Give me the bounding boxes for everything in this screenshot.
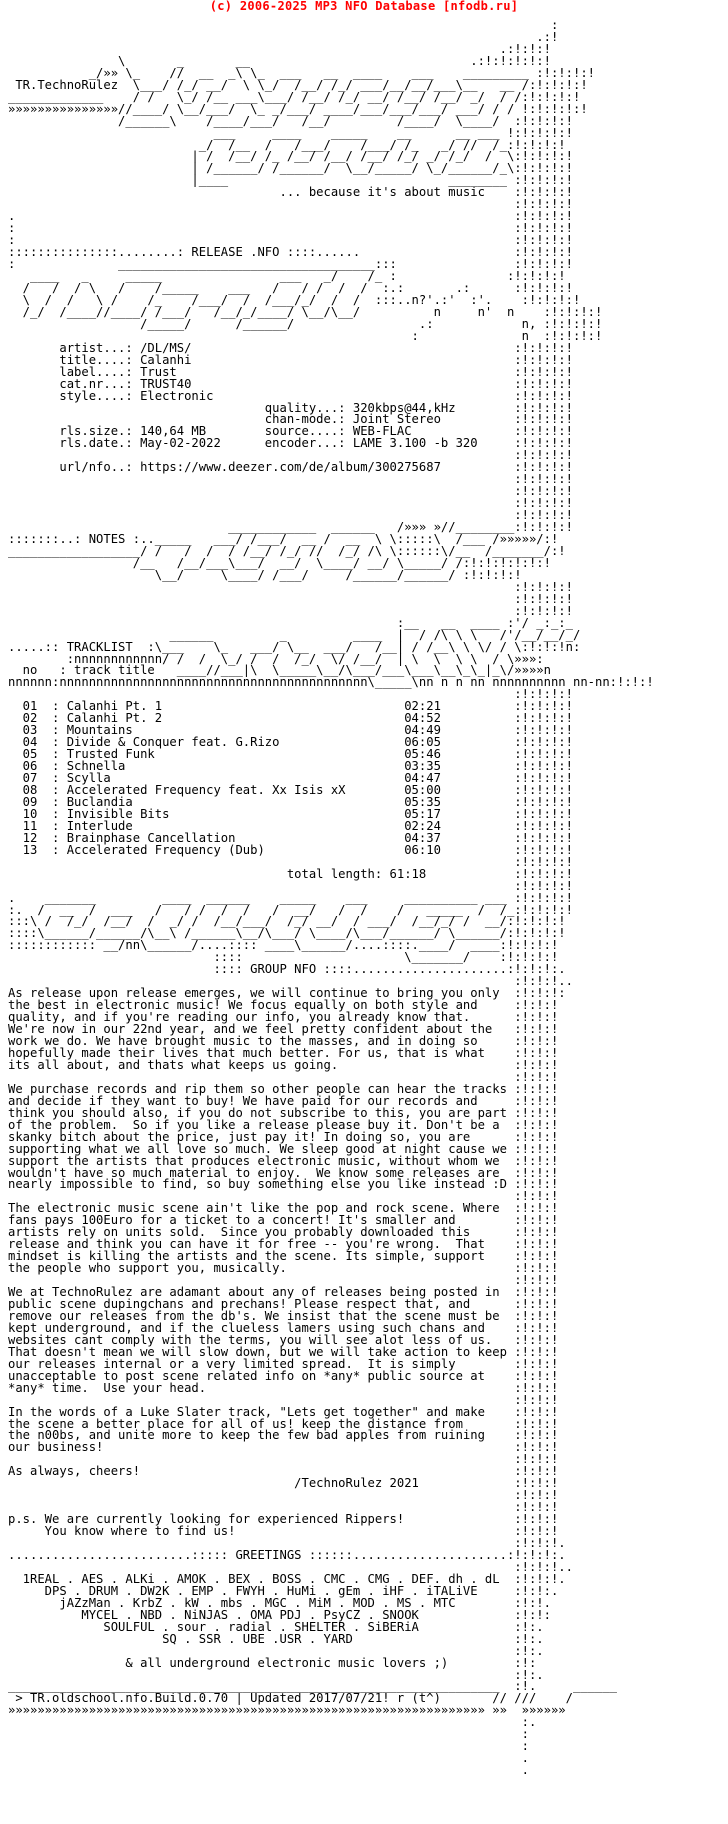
nfodb-copyright-banner: (c) 2006-2025 MP3 NFO Database [nfodb.ru] — [209, 0, 519, 13]
nfo-text: : .:! .:!:!:! \ _ __ .:!:!:!:!:! _/»» \_ // __ _\ \_ ___ __ ____ ___ _________ :!:!:!:! TR.TechnoRulez \___/ /_/ __/ \ \_/ /__/ /_/ ___/__/__/___\__ __ /:!:!:!:! _____________ / / \_/ /__ ___\___/ /__/ /_/ __/ /__/ /__/ _/ / /:!:!:!:! »»»»»»»»»»»»»»»//____/ \__/___/ \_ _/___/ ____/___/___/___/ ___/ / / !:!:!:!:! /______\ /____/___/ /__/ /____/ \____/ :!:!:!:! ___ ____ _____ __ __ ___ !:!:!:!:! _/ /__ / /___/ /___/ /_ _/ // /_:!:!:!:! | / /__/ /_ /__/ /__/ /__/ /_/ _/ /_/ / \:!:!:!:! | /______/ /______/ \__/_____/ \_/______/_\:!:!:!:! |____ ________ :!:!:!:! ... because it's about music :!:!:!:! :!:!:!:! . :!:!:!:! : :!:!:!:! : :!:!:!:! :::::::::::::::........: RELEASE .NFO ::::...... :!:!:!:! : ___________________________________::: :!:!:!:! ____ _ _____ ___ _/ /_ : :!:!:!:! / / / \ / /_____ ___ / / / / / :.: .: :!:!:!:! \ / / \ / /_ /___/ / /___/_/ / / :::..n?'.:' :'. :!:!:!:! /_/ /____//____/ /___/ /__/_/____/ \__/\__/ n n' n :!:!:!:! /_____/ /______/ .: n, :!:!:!:! : n :!:!:!:! artist...: /DL/MS/ :!:!:!:! title....: Calanhi :!:!:!:! label....: Trust :!:!:!:! cat.nr...: TRUST40 :!:!:!:! style....: Electronic :!:!:!:! quality...: 320kbps@44,kHz :!:!:!:! chan-mode.: Joint Stereo :!:!:!:! rls.size.: 140,64 MB source....: WEB-FLAC :!:!:!:! rls.date.: May-02-2022 encoder...: LAME 3.100 -b 320 :!:!:!:! :!:!:!:! url/nfo..: https://www.deezer.com/de/album/300275687 :!:!:!:! :!:!:!:! :!:!:!:! :!:!:!:! :!:!:!:! ____________ ______ /»»» »//________:!:!:!:! :::::::..: NOTES :.._____ ___/ /___/ __ / __ \ \:::::\ /___ /»»»»»/:! __________________/ / / / / /__/ /_/ // /_/ /\ \::::::\/__ /_______/:! /__ /__/___\___/ __/ \____/ __/ \_____/ /:!:!:!:!:!:! \__/ \____/ /___/ /______/______/ :!:!:!:! :!:!:!:! :!:!:!:! :!:!:!:! :__ __ ____ :'/ _:_:_ ______ _ ____ | / /\ \ \ /'/__/__/_/ .....:: TRACKLIST :\___ \_ ___/ \__ ___/ /__| / /__\ \ \/ / \:!:!:!n: :nnnnnnnnnnnn/ / / \_/ / / /_/ \/ /__/ | \ \ \ \ / \»»»: no : track title ____//___|\ \_____\__/\___/___\___\__\_\_|_\/»»»»n nnnnnn:nnnnnnnnnnnnnnnnnnnnnnnnnnnnnnnnnnnnnnnnnn\_____\nn n n nn nnnnnnnnnn nn-nn:!:!:! :!:!:!:! 01 : Calanhi Pt. 1 02:21 :!:!:!:! 02 : Calanhi Pt. 2 04:52 :!:!:!:! 03 : Mountains 04:49 :!:!:!:! 04 : Divide & Conquer feat. G.Rizo 06:05 :!:!:!:! 05 : Trusted Funk 05:46 :!:!:!:! 06 : Schnella 03:35 :!:!:!:! 07 : Scylla 04:47 :!:!:!:! 08 : Accelerated Frequency feat. Xx Isis xX 05:00 :!:!:!:! 09 : Buclandia 05:35 :!:!:!:! 10 : Invisible Bits 05:17 :!:!:!:! 11 : Interlude 02:24 :!:!:!:! 12 : Brainphase Cancellation 04:37 :!:!:!:! 13 : Accelerated Frequency (Dub) 06:10 :!:!:!:! :!:!:!:! total length: 61:18 :!:!:!:! :!:!:!:! . _______ ____ ______ _____ ___ __________ ___ :!:!:!:! :. / __ / ___ / / / / / / __/ / / / _____ / /_:!:!:!:! :::\ / /_/ /__/ / _/ / /__/___/ /_/ __/ / ___/ /__/_/ / __/:!:!:!:! ::::\______/______/\__\ /______\__/\___/ \____/\___/______/ \______/:!:!:!:! :::::::::::: __/nn\______/....:::: ____\______/....::::.____/ ____:!:!:!:! :::: \_______/ :!:!:!:! :::: GROUP NFO ::::.....................:!:!:!:. :!:!:!.. As release upon release emerges, we will continue to bring you only :!:!:!: the best in electronic music! We focus equally on both style and :!:!:! quality, and if you're reading our info, you already know that. :!:!:! We're now in our 22nd year, and we feel pretty confident about the :!:!:! work we do. We have brought music to the masses, and in doing so :!:!:! hopefully made their lives that much better. For us, that is what :!:!:! its all about, and thats what keeps us going. :!:!:! :!:!:! We purchase records and rip them so other people can hear the tracks :!:!:! and decide if they want to buy! We have paid for our records and :!:!:! think you should also, if you do not subscribe to this, you are part :!:!:! of the problem. So if you like a release please buy it. Don't be a :!:!:! skanky bitch about the price, just pay it! In doing so, you are :!:!:! supporting what we all love so much. We sleep good at night cause we :!:!:! support the artists that produces electronic music, without whom we :!:!:! wouldn't have so much material to enjoy. We know some releases are :!:!:! nearly impossible to find, so buy something else you like instead :D :!:!:! :!:!:! The electronic music scene ain't like the pop and rock scene. Where :!:!:! fans pays 100Euro for a ticket to a concert! It's smaller and :!:!:! artists rely on units sold. Since you probably downloaded this :!:!:! release and think you can have it for free -- you're wrong. That :!:!:! mindset is killing the artists and the scene. Its simple, support :!:!:! the people who support you, musically. :!:!:! :!:!:! We at TechnoRulez are adamant about any of releases being posted in :!:!:! public scene dupingchans and prechans! Please respect that, and :!:!:! remove our releases from the db's. We insist that the scene must be :!:!:! kept underground, and if the clueless lamers using such chans and :!:!:! websites cant comply with the terms, you will see alot less of us. :!:!:! That doesn't mean we will slow down, but we will take action to keep :!:!:! our releases internal or a very limited spread. It is simply :!:!:! unacceptable to post scene related info on *any* public source at :!:!:! *any* time. Use your head. :!:!:! :!:!:! In the words of a Luke Slater track, "Lets get together" and make :!:!:! the scene a better place for all of us! keep the distance from :!:!:! the n00bs, and unite more to keep the few bad apples from ruining :!:!:! our business! :!:!:! :!:!:! As always, cheers! :!:!:! /TechnoRulez 2021 :!:!:! :!:!:! :!:!:! p.s. We are currently looking for experienced Rippers! :!:!:! You know where to find us! :!:!:! :!:!:!. .........................::::: GREETINGS ::::::.....................:!:!:!:. :!:!:!.. 1REAL . AES . ALKi . AMOK . BEX . BOSS . CMC . CMG . DEF. dh . dL :!:!:!. DPS . DRUM . DW2K . EMP . FWYH . HuMi . gEm . iHF . iTALiVE :!:!:. jAZzMan . KrbZ . kW . mbs . MGC . MiM . MOD . MS . MTC :!:!. MYCEL . NBD . NiNJAS . OMA PDJ . PsyCZ . SNOOK :!:!: SOULFUL . sour . radial . SHELTER . SiBERiA :!:. SQ . SSR . UBE .USR . YARD :!:. :!:. & all underground electronic music lovers ;) :!: :!:. ___________________________________________________________________ :!. ______ > TR.oldschool.nfo.Build.0.70 | Updated 2017/07/21! r (t^) // /// / »»»»»»»»»»»»»»»»»»»»»»»»»»»»»»»»»»»»»»»»»»»»»»»»»»»»»»»»»»»»»»»»» »» »»»»»» :. : : . . — [8, 18, 654, 1778]
